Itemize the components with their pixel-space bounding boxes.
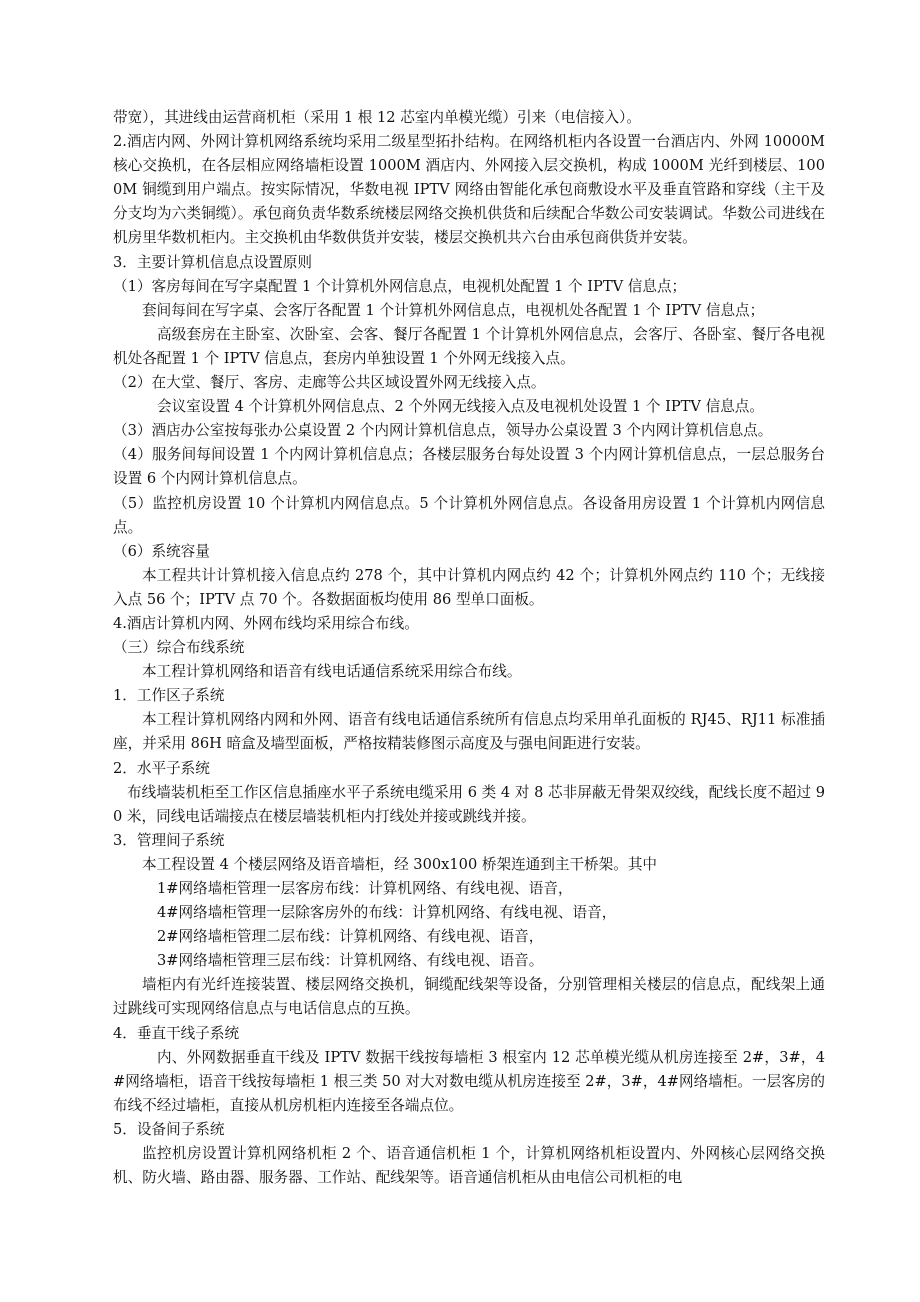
paragraph: 2#网络墙柜管理二层布线：计算机网络、有线电视、语音， (157, 928, 544, 946)
paragraph: 墙柜内有光纤连接装置、楼层网络交换机，铜缆配线架等设备，分别管理相关楼层的信息点，配线架上通过跳线可实现网络信息点与电话信息点的互换。 (113, 976, 825, 1018)
paragraph: 布线墙装机柜至工作区信息插座水平子系统电缆采用 6 类 4 对 8 芯非屏蔽无骨架双绞线，配线长度不超过 90 米，同线电话端接点在楼层墙装机柜内打线处并接或跳线并接。 (113, 783, 825, 825)
paragraph: （2）在大堂、餐厅、客房、走廊等公共区域设置外网无线接入点。 (113, 374, 546, 392)
paragraph: （1）客房每间在写字桌配置 1 个计算机外网信息点，电视机处配置 1 个 IPTV 信息点； (113, 277, 687, 295)
paragraph: 4.酒店计算机内网、外网布线均采用综合布线。 (113, 614, 419, 632)
paragraph: 高级套房在主卧室、次卧室、会客、餐厅各配置 1 个计算机外网信息点，会客厅、各卧室、餐厅各电视机处各配置 1 个 IPTV 信息点，套房内单独设置 1 个外网无线接入点。 (113, 325, 825, 367)
paragraph: （4）服务间每间设置 1 个内网计算机信息点；各楼层服务台每处设置 3 个内网计算机信息点，一层总服务台设置 6 个内网计算机信息点。 (113, 446, 825, 488)
paragraph: 本工程计算机网络和语音有线电话通信系统采用综合布线。 (142, 663, 522, 681)
document-page (113, 106, 825, 1190)
paragraph: 4#网络墙柜管理一层除客房外的布线：计算机网络、有线电视、语音， (157, 904, 617, 922)
paragraph: 3．主要计算机信息点设置原则 (113, 253, 313, 271)
paragraph: 本工程共计计算机接入信息点约 278 个，其中计算机内网点约 42 个；计算机外网点约 110 个；无线接入点 56 个；IPTV 点 70 个。各数据面板均使用 86 型单口面板。 (113, 566, 825, 608)
paragraph: 1．工作区子系统 (113, 687, 225, 705)
paragraph: （3）酒店办公室按每张办公桌设置 2 个内网计算机信息点，领导办公桌设置 3 个内网计算机信息点。 (113, 422, 773, 440)
paragraph: 带宽），其进线由运营商机柜（采用 1 根 12 芯室内单模光缆）引来（电信接入）。 (113, 109, 642, 126)
paragraph: 会议室设置 4 个计算机外网信息点、2 个外网无线接入点及电视机处设置 1 个 IPTV 信息点。 (157, 398, 764, 416)
paragraph: 套间每间在写字桌、会客厅各配置 1 个计算机外网信息点，电视机处各配置 1 个 IPTV 信息点； (142, 301, 765, 319)
paragraph: 2.酒店内网、外网计算机网络系统均采用二级星型拓扑结构。在网络机柜内各设置一台酒店内、外网 10000M 核心交换机，在各层相应网络墙柜设置 1000M 酒店内、外网接入层交换机，构成 1000M 光纤到楼层、1000M 铜缆到用户端点。按实际情况，华数电视 IPTV 网络由智能化承包商敷设水平及垂直管路和穿线（主干及分支均为六类铜缆）。承包商负责华数系统楼层网络交换机供货和后续配合华数公司安装调试。华数公司进线在机房里华数机柜内。主交换机由华数供货并安装，楼层交换机共六台由承包商供货并安装。 (113, 133, 825, 247)
paragraph: 3．管理间子系统 (113, 831, 225, 849)
paragraph: 2．水平子系统 (113, 759, 210, 777)
paragraph: （6）系统容量 (113, 542, 210, 560)
paragraph: 本工程设置 4 个楼层网络及语音墙柜，经 300x100 桥架连通到主干桥架。其中 (142, 855, 658, 873)
paragraph: 监控机房设置计算机网络机柜 2 个、语音通信机柜 1 个，计算机网络机柜设置内、外网核心层网络交换机、防火墙、路由器、服务器、工作站、配线架等。语音通信机柜从由电信公司机柜的电 (113, 1145, 825, 1187)
paragraph: 1#网络墙柜管理一层客房布线：计算机网络、有线电视、语音， (157, 880, 573, 897)
paragraph: 5．设备间子系统 (113, 1120, 225, 1138)
paragraph: （5）监控机房设置 10 个计算机内网信息点。5 个计算机外网信息点。各设备用房设置 1 个计算机内网信息点。 (113, 494, 825, 536)
paragraph: 4．垂直干线子系统 (113, 1024, 240, 1042)
paragraph: 内、外网数据垂直干线及 IPTV 数据干线按每墙柜 3 根室内 12 芯单模光缆从机房连接至 2#，3#，4#网络墙柜，语音干线按每墙柜 1 根三类 50 对大对数电缆从机房连接至 2#，3#，4#网络墙柜。一层客房的布线不经过墙柜，直接从机房机柜内连接至各端点位。 (113, 1048, 825, 1114)
paragraph: （三）综合布线系统 (113, 639, 245, 657)
paragraph: 3#网络墙柜管理三层布线：计算机网络、有线电视、语音。 (157, 952, 544, 970)
paragraph: 本工程计算机网络内网和外网、语音有线电话通信系统所有信息点均采用单孔面板的 RJ45、RJ11 标准插座，并采用 86H 暗盒及墙型面板，严格按精装修图示高度及与强电间距进行安装。 (113, 711, 825, 753)
